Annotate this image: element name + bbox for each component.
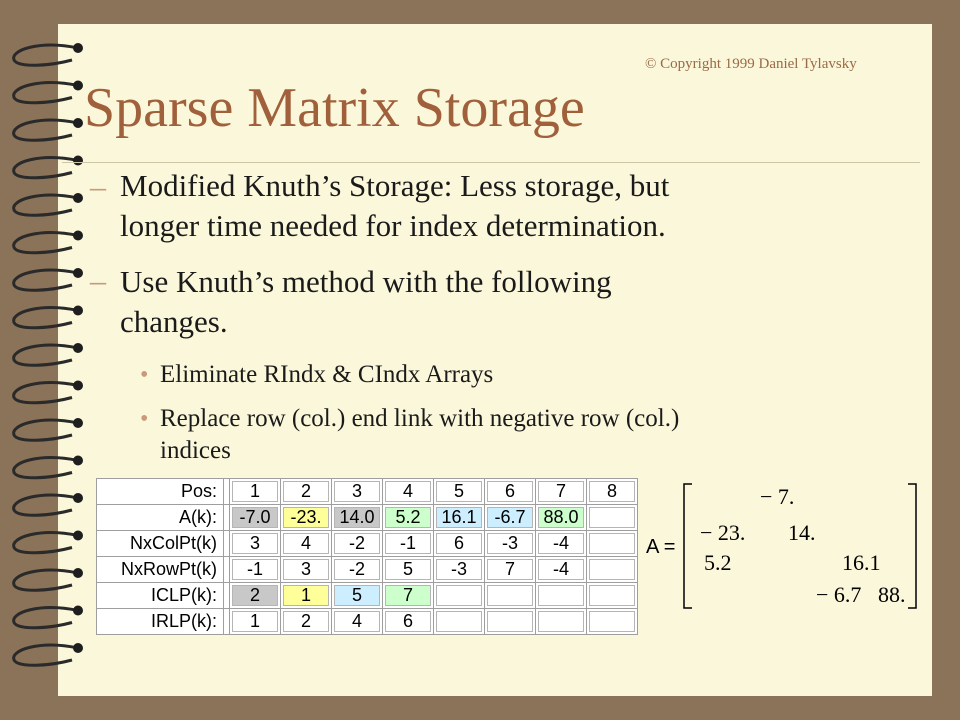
binding-hole bbox=[73, 306, 83, 316]
binding-hole bbox=[73, 418, 83, 428]
copyright-notice: © Copyright 1999 Daniel Tylavsky bbox=[645, 56, 857, 72]
table-cell: 5 bbox=[434, 479, 485, 505]
table-cell bbox=[587, 531, 638, 557]
table-cell: 1 bbox=[230, 609, 281, 635]
table-cell bbox=[587, 609, 638, 635]
matrix-entry: 88. bbox=[878, 582, 906, 607]
matrix-entry: 5.2 bbox=[704, 550, 732, 575]
binding-hole bbox=[73, 43, 83, 53]
binding-ring bbox=[14, 420, 78, 440]
table-cell: 2 bbox=[281, 479, 332, 505]
table-cell: 6 bbox=[383, 609, 434, 635]
table-cell: 5.2 bbox=[383, 505, 434, 531]
bullet-marker: • bbox=[140, 362, 149, 388]
binding-ring bbox=[14, 533, 78, 553]
binding-ring bbox=[14, 158, 78, 178]
sparse-storage-table bbox=[96, 478, 638, 635]
binding-ring bbox=[14, 195, 78, 215]
binding-hole bbox=[73, 343, 83, 353]
table-cell: -1 bbox=[230, 557, 281, 583]
binding-ring bbox=[14, 233, 78, 253]
title-divider bbox=[62, 162, 920, 163]
table-cell: -4 bbox=[536, 557, 587, 583]
subpoint-1-line1: Eliminate RIndx & CIndx Arrays bbox=[160, 361, 494, 388]
matrix-label: A = bbox=[646, 536, 676, 558]
point-1 bbox=[120, 166, 669, 246]
binding-ring bbox=[14, 83, 78, 103]
table-cell bbox=[536, 583, 587, 609]
subpoint-1 bbox=[160, 359, 493, 391]
binding-hole bbox=[73, 268, 83, 278]
binding-hole bbox=[73, 568, 83, 578]
table-cell bbox=[485, 609, 536, 635]
matrix-entry: − 6.7 bbox=[816, 582, 862, 607]
point-2-line1: Use Knuth’s method with the following bbox=[120, 264, 612, 299]
binding-ring bbox=[14, 495, 78, 515]
binding-ring bbox=[14, 608, 78, 628]
dash-marker: – bbox=[90, 262, 106, 298]
table-cell: -4 bbox=[536, 531, 587, 557]
binding-hole bbox=[73, 531, 83, 541]
table-row bbox=[97, 583, 638, 609]
subpoint-2-line2: indices bbox=[160, 437, 231, 464]
table-row bbox=[97, 531, 638, 557]
binding-ring bbox=[14, 458, 78, 478]
table-cell: 1 bbox=[230, 479, 281, 505]
table-cell: -3 bbox=[434, 557, 485, 583]
table-cell: -3 bbox=[485, 531, 536, 557]
table-cell: 8 bbox=[587, 479, 638, 505]
table-cell: 6 bbox=[434, 531, 485, 557]
table-cell: 4 bbox=[332, 609, 383, 635]
table-cell: 3 bbox=[230, 531, 281, 557]
binding-ring bbox=[14, 645, 78, 665]
row-header: Pos: bbox=[97, 479, 224, 505]
table-cell: -2 bbox=[332, 531, 383, 557]
binding-ring bbox=[14, 383, 78, 403]
bullet-marker: • bbox=[140, 406, 149, 432]
table-cell: 3 bbox=[332, 479, 383, 505]
binding-hole bbox=[73, 156, 83, 166]
table-row bbox=[97, 505, 638, 531]
table-cell: -7.0 bbox=[230, 505, 281, 531]
binding-hole bbox=[73, 118, 83, 128]
row-header: NxRowPt(k) bbox=[97, 557, 224, 583]
table-cell: 7 bbox=[485, 557, 536, 583]
matrix-entry: − 23. bbox=[700, 520, 746, 545]
table-cell: 14.0 bbox=[332, 505, 383, 531]
table-cell: -2 bbox=[332, 557, 383, 583]
table-cell: -1 bbox=[383, 531, 434, 557]
slide-title: Sparse Matrix Storage bbox=[84, 77, 585, 139]
binding-hole bbox=[73, 231, 83, 241]
table-cell: -6.7 bbox=[485, 505, 536, 531]
row-header: ICLP(k): bbox=[97, 583, 224, 609]
table-row bbox=[97, 609, 638, 635]
table-cell: 3 bbox=[281, 557, 332, 583]
binding-ring bbox=[14, 345, 78, 365]
row-header: NxColPt(k) bbox=[97, 531, 224, 557]
binding-ring bbox=[14, 270, 78, 290]
table-cell: 7 bbox=[536, 479, 587, 505]
table-row bbox=[97, 557, 638, 583]
binding-ring bbox=[14, 570, 78, 590]
binding-hole bbox=[73, 456, 83, 466]
table-cell: 6 bbox=[485, 479, 536, 505]
binding-ring bbox=[14, 45, 78, 65]
table-cell: 2 bbox=[230, 583, 281, 609]
table-cell bbox=[485, 583, 536, 609]
point-1-line1: Modified Knuth’s Storage: Less storage, but bbox=[120, 168, 670, 203]
table-cell: 5 bbox=[332, 583, 383, 609]
binding-hole bbox=[73, 81, 83, 91]
table-cell: 2 bbox=[281, 609, 332, 635]
subpoint-2 bbox=[160, 403, 679, 467]
binding-hole bbox=[73, 606, 83, 616]
table-cell bbox=[434, 583, 485, 609]
table-cell: 1 bbox=[281, 583, 332, 609]
matrix-entry: 16.1 bbox=[842, 550, 881, 575]
table-cell: -23. bbox=[281, 505, 332, 531]
row-header: IRLP(k): bbox=[97, 609, 224, 635]
matrix-entry: − 7. bbox=[760, 484, 795, 509]
subpoint-2-line1: Replace row (col.) end link with negative row (col.) bbox=[160, 405, 680, 432]
table-cell bbox=[587, 505, 638, 531]
table-cell: 5 bbox=[383, 557, 434, 583]
table-cell: 7 bbox=[383, 583, 434, 609]
table-cell bbox=[536, 609, 587, 635]
matrix-a bbox=[640, 478, 930, 613]
binding-hole bbox=[73, 193, 83, 203]
table-cell: 4 bbox=[383, 479, 434, 505]
binding-hole bbox=[73, 381, 83, 391]
binding-hole bbox=[73, 493, 83, 503]
binding-hole bbox=[73, 643, 83, 653]
table-cell: 88.0 bbox=[536, 505, 587, 531]
binding-ring bbox=[14, 308, 78, 328]
table-cell: 4 bbox=[281, 531, 332, 557]
table-cell: 16.1 bbox=[434, 505, 485, 531]
matrix-entry: 14. bbox=[788, 520, 816, 545]
point-1-line2: longer time needed for index determination. bbox=[120, 208, 666, 243]
point-2-line2: changes. bbox=[120, 304, 228, 339]
table-cell bbox=[434, 609, 485, 635]
point-2 bbox=[120, 262, 612, 342]
table-row bbox=[97, 479, 638, 505]
row-header: A(k): bbox=[97, 505, 224, 531]
dash-marker: – bbox=[90, 168, 106, 204]
table-cell bbox=[587, 557, 638, 583]
binding-ring bbox=[14, 120, 78, 140]
table-cell bbox=[587, 583, 638, 609]
